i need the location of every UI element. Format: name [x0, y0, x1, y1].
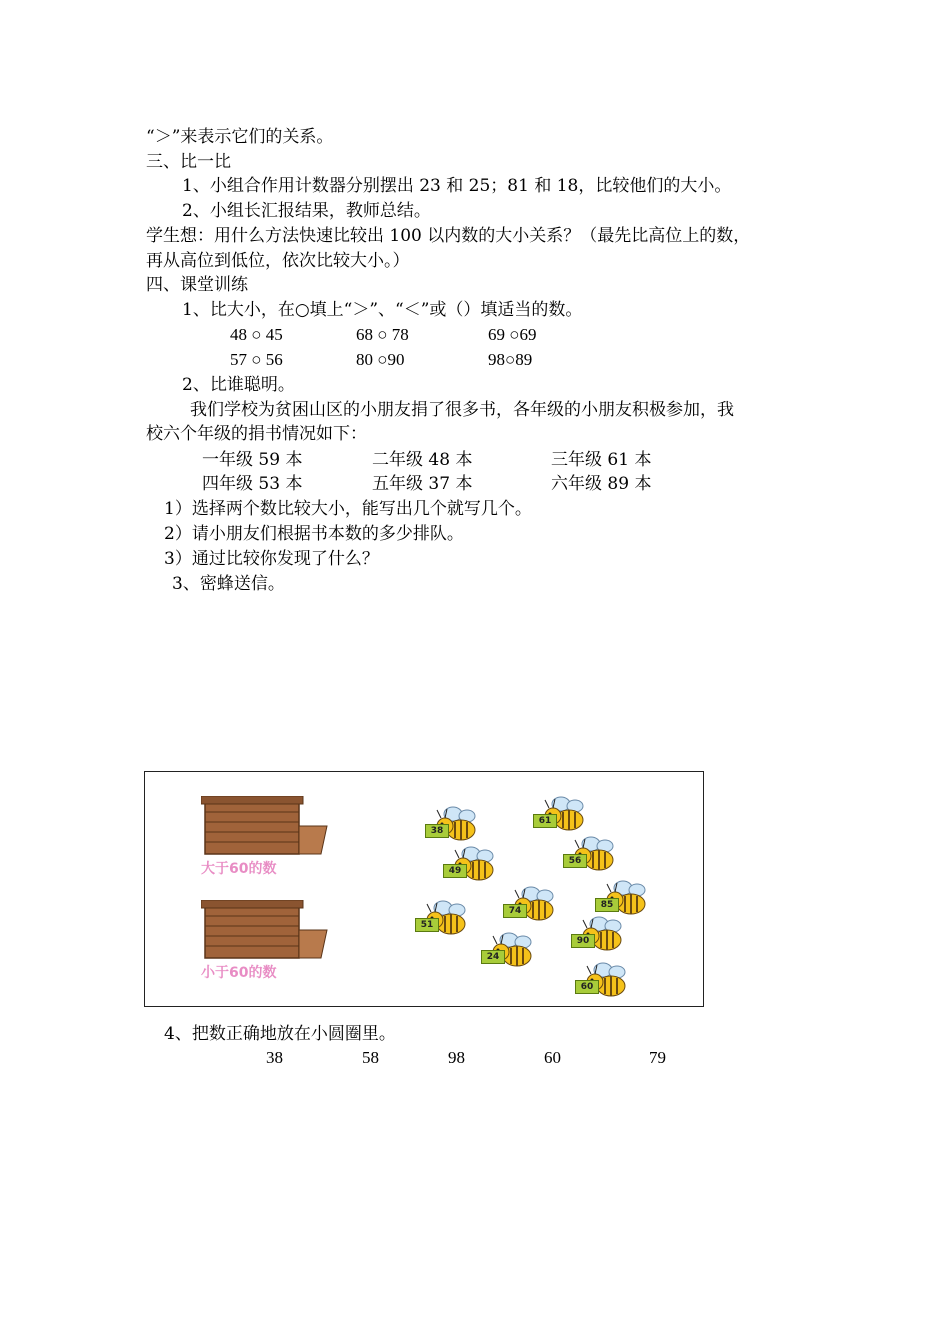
- number-item: 38: [266, 1048, 283, 1067]
- question-item: 1）选择两个数比较大小，能写出几个就写几个。: [164, 499, 532, 519]
- bee-icon: [573, 958, 637, 1006]
- question-item: 2）请小朋友们根据书本数的多少排队。: [164, 524, 464, 544]
- bee-number-tag: 74: [503, 904, 527, 918]
- bee-number-tag: 38: [425, 824, 449, 838]
- text-line: 学生想：用什么方法快速比较出 100 以内数的大小关系？（最先比高位上的数，: [146, 226, 751, 246]
- text-line: 2、小组长汇报结果，教师总结。: [182, 201, 431, 221]
- compare-item: 68 ○ 78: [356, 325, 409, 344]
- text-line: 3、密蜂送信。: [172, 574, 285, 594]
- hive-label: 小于60的数: [201, 965, 277, 981]
- grade-item: 一年级 59 本: [202, 450, 303, 470]
- beehive-icon: [201, 900, 331, 962]
- grade-item: 四年级 53 本: [202, 474, 303, 494]
- text-line: 1、小组合作用计数器分别摆出 23 和 25；81 和 18，比较他们的大小。: [182, 176, 732, 196]
- bee-number-tag: 51: [415, 918, 439, 932]
- compare-item: 57 ○ 56: [230, 350, 283, 369]
- compare-item: 69 ○69: [488, 325, 537, 344]
- text-line: 校六个年级的捐书情况如下：: [146, 424, 367, 444]
- bee-number-tag: 60: [575, 980, 599, 994]
- text-line: 再从高位到低位，依次比较大小。）: [146, 251, 410, 271]
- number-item: 98: [448, 1048, 465, 1067]
- bee-number-tag: 61: [533, 814, 557, 828]
- grade-item: 六年级 89 本: [551, 474, 652, 494]
- number-item: 60: [544, 1048, 561, 1067]
- grade-item: 二年级 48 本: [372, 450, 473, 470]
- text-line: “＞”来表示它们的关系。: [146, 127, 334, 147]
- bee-icon: [561, 832, 625, 880]
- bee-number-tag: 24: [481, 950, 505, 964]
- bee-icon: [569, 912, 633, 960]
- beehive-icon: [201, 796, 331, 858]
- text-line: 2、比谁聪明。: [182, 375, 295, 395]
- section-heading: 三、比一比: [146, 152, 231, 172]
- bee-icon: [413, 896, 477, 944]
- question-item: 3）通过比较你发现了什么？: [164, 549, 379, 569]
- number-item: 79: [649, 1048, 666, 1067]
- grade-item: 五年级 37 本: [372, 474, 473, 494]
- text-line: 我们学校为贫困山区的小朋友捐了很多书，各年级的小朋友积极参加，我: [190, 400, 734, 420]
- bee-number-tag: 56: [563, 854, 587, 868]
- compare-item: 98○89: [488, 350, 533, 369]
- text-line: 1、比大小，在○填上“＞”、“＜”或（）填适当的数。: [182, 300, 583, 320]
- bee-number-tag: 90: [571, 934, 595, 948]
- compare-item: 80 ○90: [356, 350, 405, 369]
- grade-item: 三年级 61 本: [551, 450, 652, 470]
- compare-item: 48 ○ 45: [230, 325, 283, 344]
- bee-mail-figure: [144, 771, 704, 1007]
- text-line: 4、把数正确地放在小圆圈里。: [164, 1024, 396, 1044]
- hive-label: 大于60的数: [201, 861, 277, 877]
- bee-icon: [501, 882, 565, 930]
- number-item: 58: [362, 1048, 379, 1067]
- bee-icon: [479, 928, 543, 976]
- bee-icon: [441, 842, 505, 890]
- bee-number-tag: 49: [443, 864, 467, 878]
- bee-number-tag: 85: [595, 898, 619, 912]
- section-heading: 四、课堂训练: [146, 275, 248, 295]
